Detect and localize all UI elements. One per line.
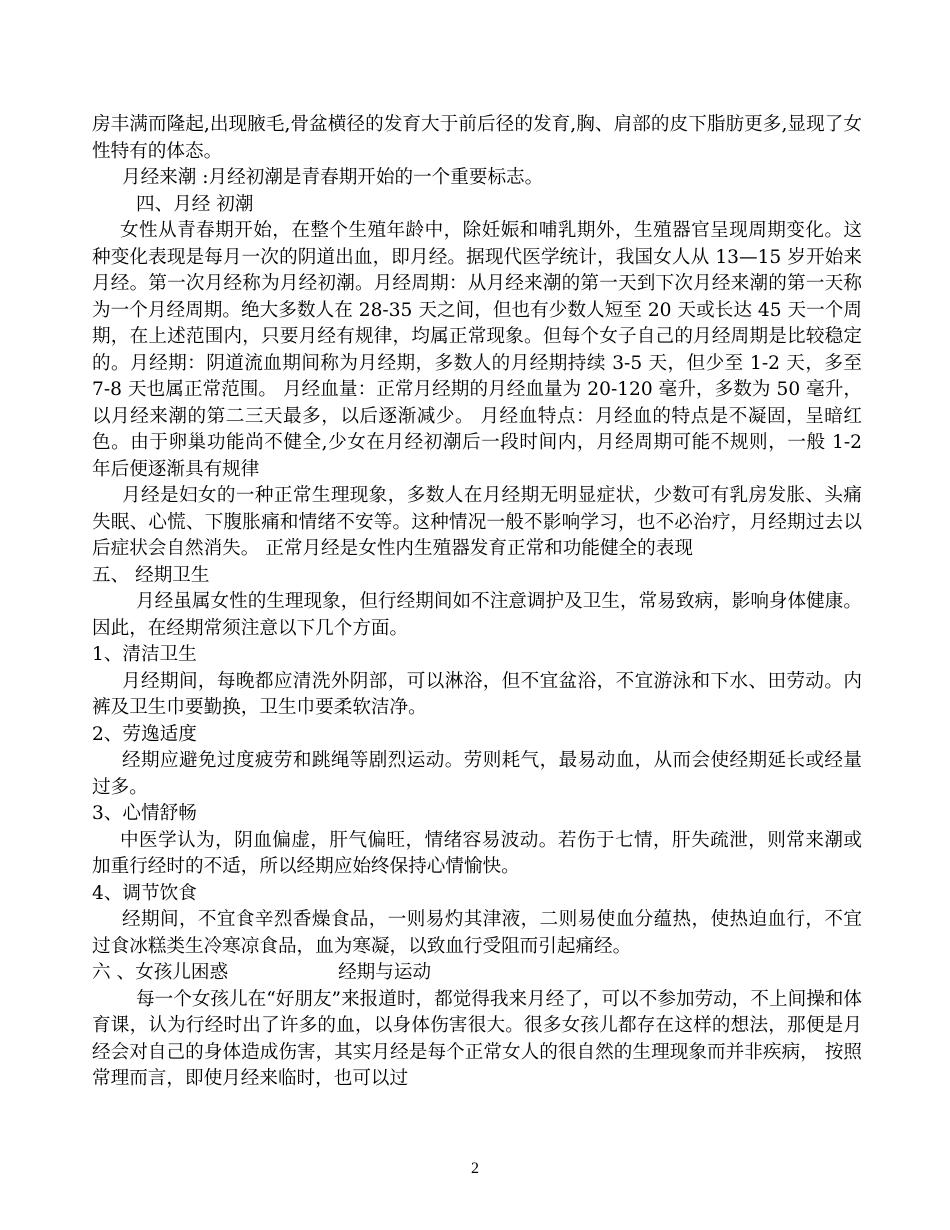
section-heading-six xyxy=(92,960,862,987)
paragraph-normal-phenomenon: 月经是妇女的一种正常生理现象，多数人在月经期无明显症状，少数可有乳房发胀、头痛失眠、心慌、下腹胀痛和情绪不安等。这种情况一般不影响学习，也不必治疗，月经期过去以后症状会自然消失。 正常月经是女性内生殖器发育正常和功能健全的表现 xyxy=(92,485,862,559)
subheading-diet: 4、调节饮食 xyxy=(92,882,197,904)
subheading-mood: 3、心情舒畅 xyxy=(92,803,197,824)
subheading-cleanliness: 1、清洁卫生 xyxy=(92,644,197,665)
section-heading-four: 四、月经 初潮 xyxy=(136,193,254,215)
paragraph-menstrual-cycle: 女性从青春期开始，在整个生殖年龄中，除妊娠和哺乳期外，生殖器官呈现周期变化。这种变化表现是每月一次的阴道出血，即月经。据现代医学统计，我国女人从 13—15 岁开始来月经。第一次月经称为月经初潮。月经周期：从月经来潮的第一天到下次月经来潮的第一天称为一个月经周期。绝大多数人在 28-35 天之间，但也有少数人短至 20 天或长达 45 天一个周期，在上述范围内，只要月经有规律，均属正常现象。但每个女子自己的月经周期是比较稳定的。月经期：阴道流血期间称为月经期，多数人的月经期持续 3-5 天，但少至 1-2 天，多至 7-8 天也属正常范围。 月经血量：正常月经期的月经血量为 20-120 毫升，多数为 50 毫升，以月经来潮的第二三天最多，以后逐渐减少。 月经血特点：月经血的特点是不凝固，呈暗红色。由于卵巢功能尚不健全,少女在月经初潮后一段时间内，月经周期可能不规则，一般 1-2 年后便逐渐具有规律 xyxy=(92,220,862,480)
paragraph-period-hygiene-intro: 月经虽属女性的生理现象，但行经期间如不注意调护及卫生，常易致病，影响身体健康。因此，在经期常须注意以下几个方面。 xyxy=(92,591,862,639)
section-six-title: 六 、女孩儿困惑 xyxy=(92,962,229,983)
section-six-subtitle: 经期与运动 xyxy=(338,962,432,983)
paragraph-body-development: 房丰满而隆起,出现腋毛,骨盆横径的发育大于前后径的发育,胸、肩部的皮下脂肪更多,显现了女性特有的体态。 xyxy=(92,114,862,162)
page-number: 2 xyxy=(471,1160,479,1177)
document-body xyxy=(92,112,862,1093)
subheading-rest: 2、劳逸适度 xyxy=(92,723,197,745)
paragraph-mood: 中医学认为，阴血偏虚，肝气偏旺，情绪容易波动。若伤于七情，肝失疏泄，则常来潮或加重行经时的不适，所以经期应始终保持心情愉快。 xyxy=(92,829,862,877)
paragraph-rest: 经期应避免过度疲劳和跳绳等剧烈运动。劳则耗气，最易动血，从而会使经期延长或经量过多。 xyxy=(92,750,862,798)
section-heading-five: 五、 经期卫生 xyxy=(92,564,210,586)
paragraph-cleanliness: 月经期间，每晚都应清洗外阴部，可以淋浴，但不宜盆浴，不宜游泳和下水、田劳动。内裤及卫生巾要勤换，卫生巾要柔软洁净。 xyxy=(92,670,862,718)
paragraph-diet: 经期间，不宜食辛烈香燥食品，一则易灼其津液，二则易使血分蕴热，使热迫血行，不宜过食冰糕类生冷寒凉食品，血为寒凝，以致血行受阻而引起痛经。 xyxy=(92,909,862,957)
paragraph-menarche-intro: 月经来潮 :月经初潮是青春期开始的一个重要标志。 xyxy=(122,167,544,188)
paragraph-girls-concern: 每一个女孩儿在“好朋友”来报道时，都觉得我来月经了，可以不参加劳动，不上间操和体育课，认为行经时出了许多的血，以身体伤害很大。很多女孩儿都存在这样的想法，那便是月经会对自己的身体造成伤害，其实月经是每个正常女人的很自然的生理现象而并非疾病， 按照常理而言，即使月经来临时，也可以过 xyxy=(92,988,862,1089)
